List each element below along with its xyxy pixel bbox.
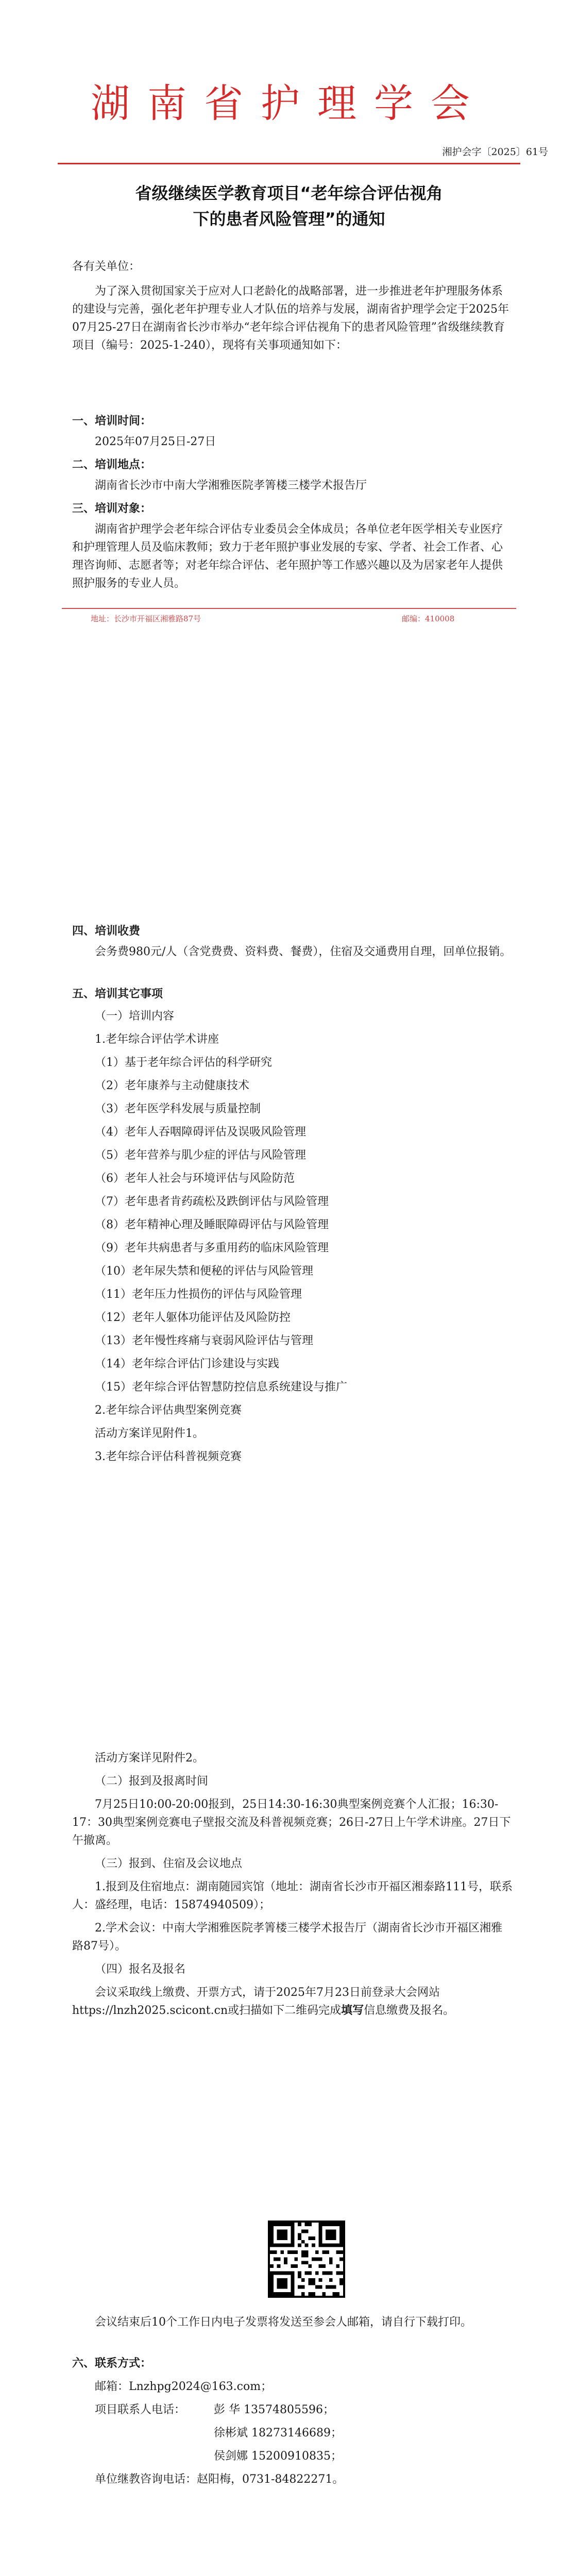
topic-15: （15）老年综合评估智慧防控信息系统建设与推广 <box>95 1381 347 1394</box>
topic-10: （10）老年尿失禁和便秘的评估与风险管理 <box>95 1265 313 1278</box>
fee-paragraph: 会务费980元/人（含党费费、资料费、餐费），住宿及交通费用自理，回单位报销。 <box>95 945 512 958</box>
topic-4: （4）老年人吞咽障碍评估及误吸风险管理 <box>95 1126 306 1139</box>
topic-11: （11）老年压力性损伤的评估与风险管理 <box>95 1288 302 1301</box>
topic-1: （1）基于老年综合评估的科学研究 <box>95 1056 272 1069</box>
topic-7: （7）老年患者肯药疏松及跌倒评估与风险管理 <box>95 1195 329 1208</box>
conference-venue-paragraph: 2.学术会议：中南大学湘雅医院孝箐楼三楼学术报告厅（湖南省长沙市开福区湘雅路87号）。 <box>72 1922 502 1953</box>
topic-13: （13）老年慢性疼痛与衰弱风险评估与管理 <box>95 1334 313 1347</box>
hotel-paragraph: 1.报到及住宿地点：湖南随园宾馆（地址：湖南省长沙市开福区湘泰路111号，联系人：盛经理，电话：15874940509）； <box>72 1880 513 1911</box>
training-location: 湖南省长沙市中南大学湘雅医院孝箐楼三楼学术报告厅 <box>95 479 367 492</box>
header-org-name: 湖南省护理学会 <box>91 80 487 126</box>
contact-2: 徐彬斌 18273146689； <box>214 2427 342 2439</box>
section-3-heading: 三、培训对象： <box>72 502 152 515</box>
section-6-heading: 六、联系方式： <box>72 2357 152 2370</box>
topic-12: （12）老年人躯体功能评估及风险防控 <box>95 1311 291 1324</box>
registration-text-bold: 填写 <box>341 2004 364 2017</box>
section-2-heading: 二、培训地点： <box>72 459 152 471</box>
section-4-heading: 四、培训收费 <box>72 925 141 938</box>
intro-paragraph: 为了深入贯彻国家关于应对人口老龄化的战略部署，进一步推进老年护理服务体系的建设与完善，强化老年护理专业人才队伍的培养与发展，湖南省护理学会定于2025年07月25-27日在湖南省长沙市举办“老年综合评估视角下的患者风险管理”省级继续教育项目（编号：2025-1-240），现将有关事项通知如下： <box>72 285 509 352</box>
qr-code-pattern <box>270 2223 343 2296</box>
topic-5: （5）老年营养与肌少症的评估与风险管理 <box>95 1149 306 1162</box>
topic-3: （3）老年医学科发展与质量控制 <box>95 1103 261 1115</box>
office-contact: 单位继教咨询电话：赵阳梅，0731-84822271。 <box>95 2473 344 2486</box>
registration-text-b: 信息缴费及报名。 <box>364 2004 455 2017</box>
footer-postcode: 邮编：410008 <box>402 614 455 623</box>
content-item-3: 3.老年综合评估科普视频竞赛 <box>95 1450 242 1463</box>
contacts-label: 项目联系人电话： <box>95 2403 186 2416</box>
registration-heading: （四）报名及报名 <box>95 1963 186 1976</box>
content-item-2-note: 活动方案详见附件1。 <box>95 1427 204 1440</box>
notice-title <box>77 180 501 232</box>
training-audience: 湖南省护理学会老年综合评估专业委员会全体成员；各单位老年医学相关专业医疗和护理管理人员及临床教师；致力于老年照护事业发展的专家、学者、社会工作者、心理咨询师、志愿者等；对老年综合评估、老年照护等工作感兴趣以及为居家老年人提供照护服务的专业人员。 <box>72 523 503 590</box>
topic-6: （6）老年人社会与环境评估与风险防范 <box>95 1172 295 1185</box>
invoice-paragraph: 会议结束后10个工作日内电子发票将发送至参会人邮箱，请自行下载打印。 <box>95 2316 472 2329</box>
notice-title-line1: 省级继续医学教育项目“老年综合评估视角 <box>135 183 443 203</box>
section-5-heading: 五、培训其它事项 <box>72 988 163 1001</box>
topic-8: （8）老年精神心理及睡眠障碍评估与风险管理 <box>95 1218 329 1231</box>
salutation: 各有关单位： <box>72 260 141 273</box>
venue-heading: （三）报到、住宿及会议地点 <box>95 1857 243 1870</box>
topic-14: （14）老年综合评估门诊建设与实践 <box>95 1358 279 1370</box>
footer-address: 地址：长沙市开福区湘雅路87号 <box>91 614 201 623</box>
contact-3: 侯剑娜 15200910835； <box>214 2450 342 2463</box>
contact-1: 彭 华 13574805596； <box>214 2403 334 2416</box>
content-item-3-note: 活动方案详见附件2。 <box>95 1752 204 1765</box>
notice-title-line2: 下的患者风险管理”的通知 <box>193 209 385 229</box>
footer-divider <box>62 608 516 609</box>
header-divider <box>58 163 520 164</box>
training-content-heading: （一）培训内容 <box>95 1010 175 1023</box>
topic-9: （9）老年共病患者与多重用药的临床风险管理 <box>95 1242 329 1255</box>
document-number: 湘护会字〔2025〕61号 <box>442 146 548 158</box>
registration-text-a: 会议采取线上缴费、开票方式，请于2025年7月23日前登录大会网站https://lnzh2025.scicont.cn或扫描如下二维码完成 <box>72 1986 440 2017</box>
section-1-heading: 一、培训时间： <box>72 415 152 428</box>
schedule-paragraph: 7月25日10:00-20:00报到，25日14:30-16:30典型案例竞赛个人汇报；16:30-17：30典型案例竞赛电子壁报交流及科普视频竞赛；26日-27日上午学术讲座。27日下午撤离。 <box>72 1798 511 1847</box>
training-dates: 2025年07月25日-27日 <box>95 435 216 448</box>
topic-2: （2）老年康养与主动健康技术 <box>95 1079 249 1092</box>
registration-paragraph <box>72 1984 513 2020</box>
contact-email: 邮箱：Lnzhpg2024@163.com； <box>95 2380 273 2393</box>
content-item-1: 1.老年综合评估学术讲座 <box>95 1033 219 1046</box>
checkin-heading: （二）报到及报离时间 <box>95 1775 209 1788</box>
registration-qr-code[interactable] <box>268 2221 345 2298</box>
content-item-2: 2.老年综合评估典型案例竞赛 <box>95 1404 242 1417</box>
